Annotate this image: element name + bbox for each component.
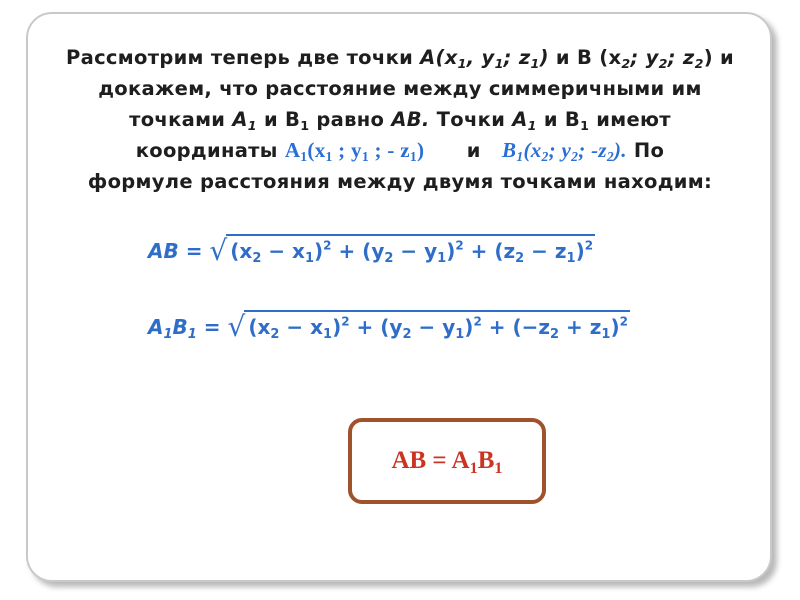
paragraph-line-5: формуле расстояния между двумя точками находим: — [87, 170, 713, 193]
equals-sign: = — [196, 315, 228, 339]
equals-sign: = — [178, 239, 210, 263]
radicand: $(x_2 - x_1)^2 + (y_2 - y_1)^2 + (z_2 - z_1)^2$ — [226, 234, 595, 263]
paragraph-line-1: Рассмотрим теперь две точки $А(х_1$, $у_1$; $z_1$) и В ($х_2$; $у_2$; $z_2$) и — [66, 46, 734, 71]
result-box — [348, 418, 546, 504]
paragraph-line-4: координаты $А_1(х_1$ ; $у_1$ ; - $z_1$) и $В_1(х_2$; $у_2$; $-z_2$). По — [135, 138, 665, 165]
paragraph-line-3: точками $А_1$ и $В_1$ равно АВ. Точки $А_1$ и $В_1$ имеют — [129, 108, 671, 133]
coords-a1: $А_1(х_1$ ; $у_1$ ; - $z_1$) — [284, 138, 425, 165]
radicand: $(x_2 - x_1)^2 + (y_2 - y_1)^2 + (-z_2 + z_1)^2$ — [244, 310, 630, 339]
paragraph-line-2: докажем, что расстояние между симмеричными им — [98, 77, 702, 100]
result-equation: AB = $A_1B_1$ — [391, 447, 503, 477]
sqrt-icon: √ — [209, 234, 228, 267]
distance-formula-a1b1 — [148, 310, 630, 343]
paragraph — [40, 42, 760, 197]
coords-b1: $В_1(х_2$; $у_2$; $-z_2$). — [502, 138, 627, 165]
point-b-label: и В (х — [548, 46, 622, 69]
point-a-label: $А(х_1$, $у_1$; $z_1$) — [420, 46, 549, 71]
formula-lhs: AB — [148, 239, 179, 263]
sqrt-icon: √ — [227, 310, 246, 343]
formula-lhs: $A_1B_1$ — [148, 315, 197, 342]
text-span: Рассмотрим теперь две точки — [66, 46, 421, 69]
distance-formula-ab — [148, 234, 595, 267]
